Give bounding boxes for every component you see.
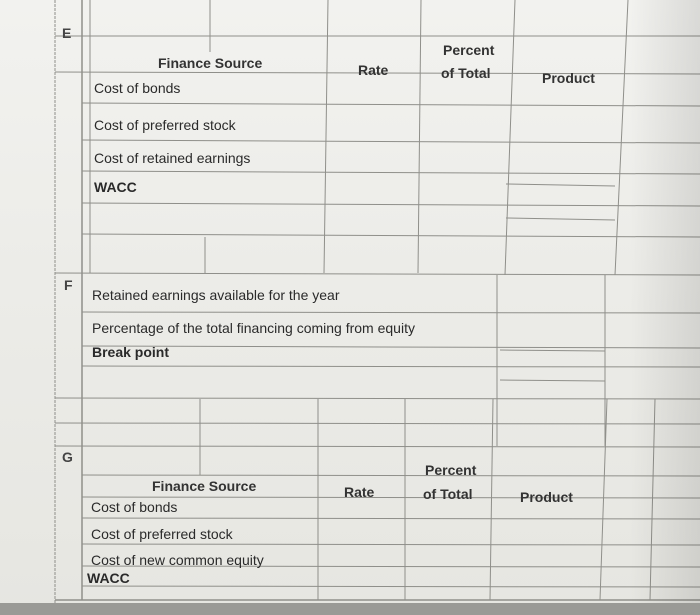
section-e-of-total-header: of Total <box>441 65 491 81</box>
desk-surface <box>0 603 700 615</box>
section-f-row-retained-earnings-available: Retained earnings available for the year <box>92 287 340 303</box>
section-g-row-cost-of-new-common-equity: Cost of new common equity <box>91 552 264 568</box>
section-e-percent-header: Percent <box>443 42 495 58</box>
section-g-finance-source-header: Finance Source <box>152 478 257 494</box>
section-e-row-cost-of-retained-earnings: Cost of retained earnings <box>94 150 251 166</box>
section-e-letter: E <box>62 25 72 41</box>
section-g-row-cost-of-bonds: Cost of bonds <box>91 499 178 515</box>
section-e-row-wacc: WACC <box>94 179 137 195</box>
section-g-product-header: Product <box>520 489 573 505</box>
section-g-rate-header: Rate <box>344 484 375 500</box>
section-g-of-total-header: of Total <box>423 486 473 502</box>
section-g-row-wacc: WACC <box>87 570 130 586</box>
section-g-letter: G <box>62 449 73 465</box>
section-f-letter: F <box>64 277 73 293</box>
section-f-row-percentage-from-equity: Percentage of the total financing coming from equity <box>92 320 415 336</box>
section-f-row-break-point: Break point <box>92 344 170 360</box>
section-e-row-cost-of-preferred-stock: Cost of preferred stock <box>94 117 236 133</box>
section-e-row-cost-of-bonds: Cost of bonds <box>94 80 181 96</box>
section-e-product-header: Product <box>542 70 595 86</box>
section-e-finance-source-header: Finance Source <box>158 55 263 71</box>
section-g-row-cost-of-preferred-stock: Cost of preferred stock <box>91 526 233 542</box>
section-e-rate-header: Rate <box>358 62 389 78</box>
section-g-percent-header: Percent <box>425 462 477 478</box>
